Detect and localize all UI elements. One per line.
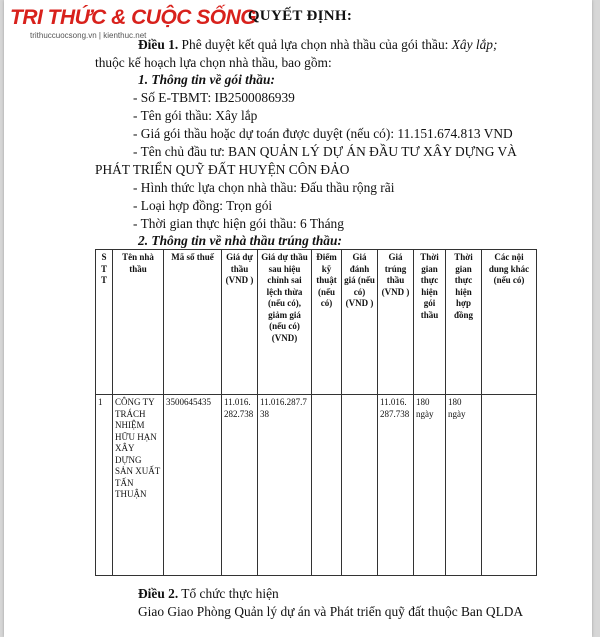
article-2-text: Tổ chức thực hiện (181, 586, 279, 601)
header-cell: Mã số thuế (164, 250, 222, 395)
article-2-body: Giao Giao Phòng Quản lý dự án và Phát triển quỹ đất thuộc Ban QLDA (138, 604, 524, 619)
table-cell (342, 395, 378, 576)
section-1-item: - Hình thức lựa chọn nhà thầu: Đấu thầu rộng rãi (133, 180, 395, 195)
section-1-item: - Tên chủ đầu tư: BAN QUẢN LÝ DỰ ÁN ĐẦU TƯ XÂY DỰNG VÀ (133, 144, 517, 159)
section-2-title: 2. Thông tin về nhà thầu trúng thầu: (138, 233, 342, 248)
header-cell: S T T (96, 250, 113, 395)
table-row (96, 395, 537, 576)
table-cell: 11.016.287.738 (378, 395, 414, 576)
header-cell: Giá dự thầu (VND ) (222, 250, 258, 395)
header-cell: Giá đánh giá (nếu có) (VND ) (342, 250, 378, 395)
table-header-row (96, 250, 537, 395)
winning-bidder-table (95, 249, 537, 576)
article-1-line2: thuộc kế hoạch lựa chọn nhà thầu, bao gồm: (95, 55, 332, 70)
header-cell: Các nội dung khác (nếu có) (482, 250, 537, 395)
article-1 (138, 36, 497, 53)
header-cell: Điểm kỹ thuật (nếu có) (312, 250, 342, 395)
table-cell: CÔNG TY TRÁCH NHIỆM HỮU HẠN XÂY DỰNG SẢN XUẤT TẤN THUẬN (113, 395, 164, 576)
table-cell: 180 ngày (414, 395, 446, 576)
article-1-text: Phê duyệt kết quả lựa chọn nhà thầu của gói thầu: (181, 37, 449, 52)
article-1-package: Xây lắp; (451, 37, 498, 52)
article-1-label: Điều 1. (138, 37, 179, 52)
header-cell: Giá dự thầu sau hiệu chỉnh sai lệch thừa (nếu có), giảm giá (nếu có) (VND) (258, 250, 312, 395)
section-1-item: - Loại hợp đồng: Trọn gói (133, 198, 273, 213)
article-2 (138, 585, 279, 602)
header-cell: Giá trúng thầu (VND ) (378, 250, 414, 395)
table-cell (312, 395, 342, 576)
table-cell: 11.016.282.738 (222, 395, 258, 576)
table-cell: 3500645435 (164, 395, 222, 576)
table-cell (482, 395, 537, 576)
section-1-title: 1. Thông tin về gói thầu: (138, 72, 275, 87)
logo-subtext: trithuccuocsong.vn | kienthuc.net (30, 31, 147, 40)
logo-text: TRI THỨC & CUỘC SỐNG (10, 6, 257, 29)
document-title: QUYẾT ĐỊNH: (247, 8, 353, 24)
section-1-item: - Tên gói thầu: Xây lắp (133, 108, 258, 123)
table-cell: 180 ngày (446, 395, 482, 576)
header-cell: Thời gian thực hiện hợp đồng (446, 250, 482, 395)
table-cell: 11.016.287.738 (258, 395, 312, 576)
section-1-item: - Thời gian thực hiện gói thầu: 6 Tháng (133, 216, 344, 231)
section-1-item: - Giá gói thầu hoặc dự toán được duyệt (nếu có): 11.151.674.813 VND (133, 126, 513, 141)
header-cell: Tên nhà thầu (113, 250, 164, 395)
table-cell: 1 (96, 395, 113, 576)
article-2-label: Điều 2. (138, 586, 179, 601)
header-cell: Thời gian thực hiện gói thầu (414, 250, 446, 395)
investor-continuation: PHÁT TRIỂN QUỸ ĐẤT HUYỆN CÔN ĐẢO (95, 162, 350, 177)
section-1-item: - Số E-TBMT: IB2500086939 (133, 90, 295, 105)
